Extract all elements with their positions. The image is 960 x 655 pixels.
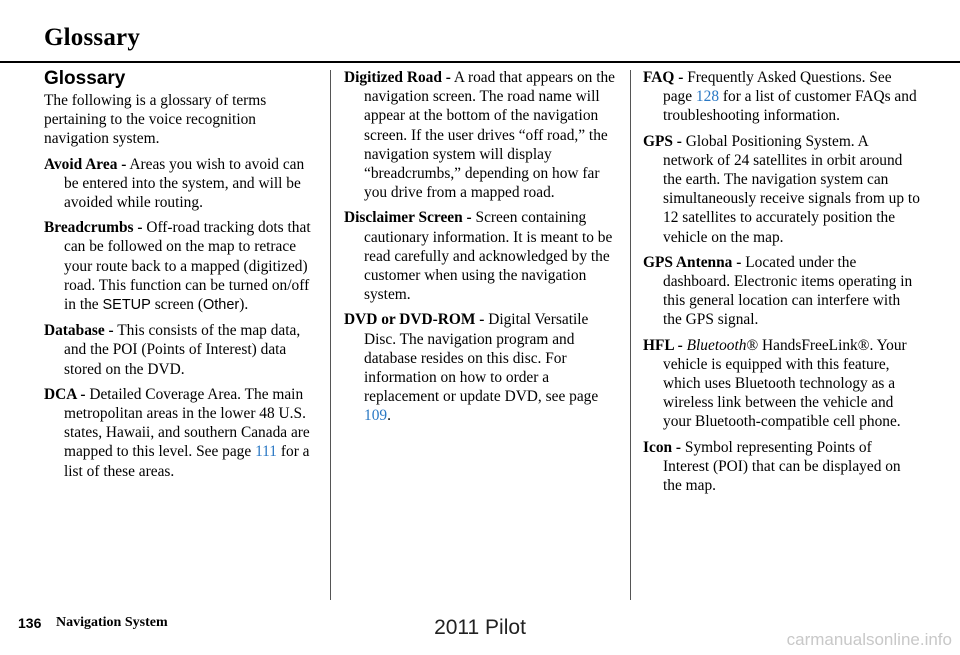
entry-digitized-road	[344, 68, 620, 202]
entry-dca	[44, 385, 322, 481]
entry-term: Breadcrumbs -	[44, 219, 143, 237]
entry-definition: Frequently Asked Questions. See page	[663, 69, 892, 106]
entry-definition: ® HandsFreeLink®. Your vehicle is equipped with this feature, which uses Bluetooth technology as a wireless link between the vehicle and your Bluetooth-compatible cell phone.	[663, 336, 907, 431]
entry-definition: This consists of the map data, and the POI (Points of Interest) data stored on the DVD.	[64, 322, 301, 378]
page-header-title: Glossary	[44, 24, 141, 51]
bluetooth-brand: Bluetooth	[686, 336, 747, 354]
entry-gps	[643, 132, 921, 247]
entry-definition: ).	[239, 296, 249, 314]
entry-definition: Symbol representing Points of Interest (POI) that can be displayed on the map.	[663, 438, 901, 495]
entry-term: GPS -	[643, 132, 682, 150]
page-link-111[interactable]: 111	[255, 443, 278, 461]
entry-definition: Screen containing cautionary information. It is meant to be read carefully and acknowledged by the customer when using the navigation system.	[364, 209, 613, 304]
intro-text: The following is a glossary of terms pertaining to the voice recognition navigation system.	[44, 92, 267, 148]
entry-definition: Off-road tracking dots that can be followed on the map to retrace your route back to a mapped (digitized) road. This function can be turned on/off in the	[64, 219, 311, 314]
glossary-column-2	[344, 68, 620, 432]
entry-term: DCA -	[44, 385, 86, 403]
entry-term: GPS Antenna -	[643, 253, 742, 271]
entry-term: Database -	[44, 322, 114, 340]
entry-term: Digitized Road -	[344, 69, 451, 86]
column-divider	[630, 70, 631, 600]
entry-gps-antenna	[643, 253, 921, 330]
page-link-128[interactable]: 128	[695, 88, 720, 106]
entry-hfl	[643, 336, 921, 432]
entry-definition: Located under the dashboard. Electronic items operating in this general location can interfere with the GPS signal.	[663, 253, 913, 329]
setup-label: SETUP	[102, 297, 151, 314]
entry-definition: .	[387, 407, 391, 425]
entry-icon	[643, 438, 921, 496]
glossary-column-1	[44, 68, 322, 487]
entry-definition: A road that appears on the navigation screen. The road name will appear at the bottom of the navigation screen. If the user drives “off road,” the navigation system will display “breadcrumbs,” depending on how far you drive from a mapped road.	[364, 69, 615, 202]
footer-section-name: Navigation System	[56, 615, 168, 630]
entry-avoid-area	[44, 155, 322, 213]
section-title: Glossary	[44, 68, 126, 89]
entry-term: HFL -	[643, 336, 683, 354]
entry-definition: screen (	[154, 296, 203, 314]
other-label: Other	[202, 297, 240, 314]
page-number: 136	[18, 615, 42, 631]
entry-term: FAQ -	[643, 69, 684, 86]
entry-definition: Areas you wish to avoid can be entered into the system, and will be avoided while routing.	[64, 155, 305, 212]
column-divider	[330, 70, 331, 600]
entry-dvd	[344, 310, 620, 425]
entry-disclaimer-screen	[344, 208, 620, 304]
entry-definition: Detailed Coverage Area. The main metropolitan areas in the lower 48 U.S. states, Hawaii, and southern Canada are mapped to this level. See page	[64, 385, 310, 461]
entry-term: Icon -	[643, 438, 682, 456]
entry-faq	[643, 68, 921, 126]
entry-definition: for a list of these areas.	[64, 443, 310, 480]
entry-term: Avoid Area -	[44, 155, 127, 173]
entry-database	[44, 321, 322, 379]
entry-breadcrumbs	[44, 218, 322, 315]
entry-term: DVD or DVD-ROM -	[344, 311, 485, 329]
header-divider	[0, 61, 960, 63]
glossary-column-3	[643, 68, 921, 501]
model-watermark: 2011 Pilot	[434, 616, 526, 639]
site-watermark: carmanualsonline.info	[786, 630, 952, 649]
entry-definition: for a list of customer FAQs and troubleshooting information.	[663, 88, 917, 125]
entry-definition: Global Positioning System. A network of 24 satellites in orbit around the earth. The navigation system can simultaneously receive signals from up to 12 satellites to accurately position the vehicle on the map.	[663, 132, 920, 246]
entry-definition: Digital Versatile Disc. The navigation program and database resides on this disc. For information on how to order a replacement or update DVD, see page	[364, 311, 599, 406]
page-link-109[interactable]: 109	[364, 407, 388, 425]
entry-term: Disclaimer Screen -	[344, 209, 472, 227]
